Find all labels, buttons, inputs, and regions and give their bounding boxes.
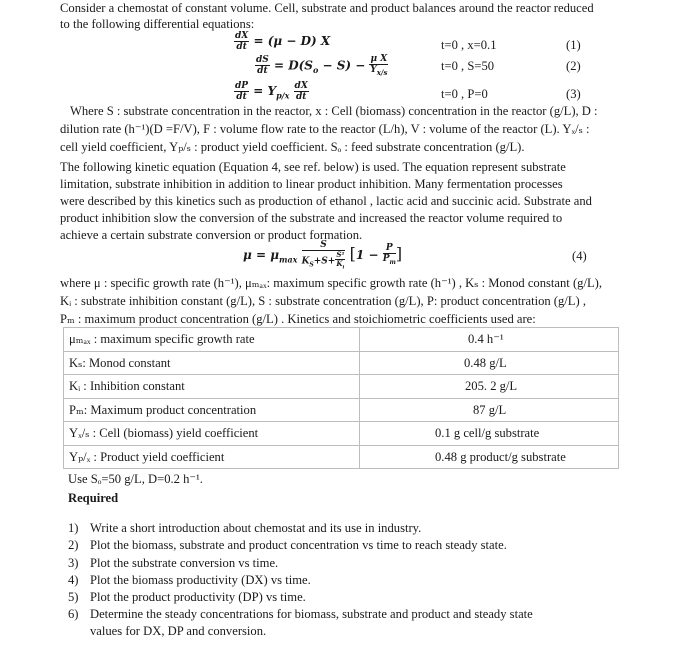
- eq2-condition: t=0 , S=50: [441, 59, 495, 73]
- task-number: 4): [68, 572, 79, 587]
- eq3-frac-num: dX: [294, 81, 308, 91]
- eq4-den-k: K: [301, 256, 310, 267]
- task-text: Plot the substrate conversion vs time.: [90, 555, 279, 570]
- param-name: Yₓ/ₛ : Cell (biomass) yield coefficient: [64, 422, 360, 446]
- task-text: Determine the steady concentrations for biomass, substrate and product and steady state: [90, 607, 533, 622]
- intro-line-1: Consider a chemostat of constant volume. Cell, substrate and product balances around the reactor reduced: [60, 1, 594, 15]
- where1-line-3: cell yield coefficient, Yₚ/ₛ : product yield coefficient. Sₒ : feed substrate concentration (g/L).: [60, 140, 525, 154]
- param-name: Pₘ: Maximum product concentration: [64, 398, 360, 422]
- list-item: [68, 520, 608, 537]
- eq1-condition: t=0 , x=0.1: [441, 38, 497, 52]
- task-text: Plot the biomass, substrate and product concentration vs time to reach steady state.: [90, 538, 507, 553]
- equation-1: [234, 31, 330, 52]
- eq4-lhs-sub: max: [278, 254, 298, 265]
- eq4-den-c-den-sub: i: [342, 264, 345, 271]
- eq2-frac-num: μ X: [370, 54, 388, 64]
- eq4-bracket: 1 −: [355, 248, 383, 263]
- eq4-p-den-sub: m: [389, 259, 396, 267]
- param-value: 0.48 g/L: [360, 351, 619, 375]
- eq3-rhs: = Y: [253, 84, 277, 98]
- eq2-rhs-sub: o: [312, 64, 319, 75]
- table-row: [64, 445, 619, 469]
- where2-line-3: Pₘ : maximum product concentration (g/L) . Kinetics and stoichiometric coefficients used are:: [60, 312, 536, 326]
- eq4-lhs: μ = μ: [243, 248, 279, 263]
- equation-3: [234, 81, 309, 104]
- eq3-lhs-num: dP: [235, 81, 249, 91]
- param-name: Kₛ: Monod constant: [64, 351, 360, 375]
- table-row: [64, 375, 619, 399]
- eq1-lhs-num: dX: [235, 31, 249, 41]
- where1-line-2: dilution rate (h⁻¹)(D =F/V), F : volume flow rate to the reactor (L/h), V : volume of the reactor (L). Yₓ/ₛ :: [60, 122, 590, 136]
- table-row: [64, 398, 619, 422]
- equation-2: [255, 54, 388, 78]
- eq1-lhs-den: dt: [236, 42, 247, 52]
- task-number: 3): [68, 555, 79, 570]
- eq1-rhs: = (μ − D) X: [253, 34, 331, 48]
- eq3-frac-den: dt: [295, 92, 307, 102]
- eq2-frac-den: Y: [370, 65, 377, 75]
- eq4-den-c-den: K: [336, 259, 343, 268]
- task-list: [68, 520, 608, 639]
- task-number: 5): [68, 590, 79, 605]
- eq2-lhs-den: dt: [257, 66, 268, 77]
- table-row: [64, 351, 619, 375]
- kinetic-line-5: achieve a certain substrate conversion or product formation.: [60, 228, 363, 242]
- where2-line-1: where μ : specific growth rate (h⁻¹), μₘₐₓ: maximum specific growth rate (h⁻¹) , Kₛ : Monod constant (g/L),: [60, 276, 602, 290]
- use-line: Use Sₒ=50 g/L, D=0.2 h⁻¹.: [68, 472, 203, 486]
- eq3-rhs-sub: p/x: [276, 90, 290, 101]
- where1-line-1: Where S : substrate concentration in the reactor, x : Cell (biomass) concentration in the reactor (g/L), D :: [70, 104, 598, 118]
- kinetic-line-2: limitation, substrate inhibition in addition to linear product inhibition. Many fermentation processes: [60, 177, 563, 191]
- eq4-den-k-sub: S: [309, 261, 314, 269]
- eq2-lhs-num: dS: [256, 55, 269, 66]
- list-item: [68, 537, 608, 554]
- where2-line-2: Kᵢ : substrate inhibition constant (g/L), S : substrate concentration (g/L), P: product concentration (g/L) ,: [60, 294, 586, 308]
- table-row: [64, 328, 619, 352]
- eq3-condition: t=0 , P=0: [441, 87, 488, 101]
- parameter-table: [63, 327, 619, 469]
- required-heading: Required: [68, 491, 119, 505]
- param-name: Yₚ/ₓ : Product yield coefficient: [64, 445, 360, 469]
- intro-line-2: to the following differential equations:: [60, 17, 255, 31]
- param-value: 0.4 h⁻¹: [360, 328, 619, 352]
- eq4-num: S: [302, 240, 346, 251]
- eq2-number: (2): [566, 59, 581, 73]
- task-number: 6): [68, 607, 79, 622]
- param-name: Kᵢ : Inhibition constant: [64, 375, 360, 399]
- eq4-p-num: P: [383, 243, 396, 254]
- equation-4: $\mu = \mu_{max}$ S $K_S+S+$ $\frac{\text{S²}}{K_i}$ [1 − $\frac{P}{P_m}$ ]: [243, 240, 403, 271]
- eq2-frac-den-sub: x/s: [376, 67, 388, 77]
- list-item: [68, 555, 608, 572]
- param-value: 0.1 g cell/g substrate: [360, 422, 619, 446]
- task-text: Plot the biomass productivity (DX) vs time.: [90, 572, 311, 587]
- kinetic-line-1: The following kinetic equation (Equation 4, see ref. below) is used. The equation represent substrate: [60, 160, 566, 174]
- eq1-number: (1): [566, 38, 581, 52]
- eq2-rhs: = D(S: [273, 58, 313, 73]
- eq4-p-den: P: [382, 254, 390, 265]
- eq4-den-plus: +S+: [313, 256, 336, 267]
- param-value: 0.48 g product/g substrate: [360, 445, 619, 469]
- eq4-den-c-num: S²: [336, 250, 345, 259]
- task-text: Plot the product productivity (DP) vs time.: [90, 590, 306, 605]
- kinetic-line-4: product inhibition slow the conversion of the substrate and increased the reactor volume required to: [60, 211, 563, 225]
- kinetic-line-3: were described by this kinetics such as production of ethanol , lactic acid and succinic acid. Substrate and: [60, 194, 592, 208]
- param-value: 87 g/L: [360, 398, 619, 422]
- list-item: [68, 606, 608, 639]
- task-text-continued: values for DX, DP and conversion.: [90, 624, 267, 639]
- list-item: [68, 589, 608, 606]
- task-number: 1): [68, 521, 79, 535]
- eq3-lhs-den: dt: [236, 92, 247, 102]
- task-text: Write a short introduction about chemostat and its use in industry.: [90, 521, 422, 535]
- task-number: 2): [68, 538, 79, 553]
- eq4-number: (4): [572, 249, 587, 263]
- list-item: [68, 572, 608, 589]
- eq3-number: (3): [566, 87, 581, 101]
- eq2-rhs-tail: − S) −: [318, 58, 370, 73]
- param-value: 205. 2 g/L: [360, 375, 619, 399]
- table-row: [64, 422, 619, 446]
- param-name: μₘₐₓ : maximum specific growth rate: [64, 328, 360, 352]
